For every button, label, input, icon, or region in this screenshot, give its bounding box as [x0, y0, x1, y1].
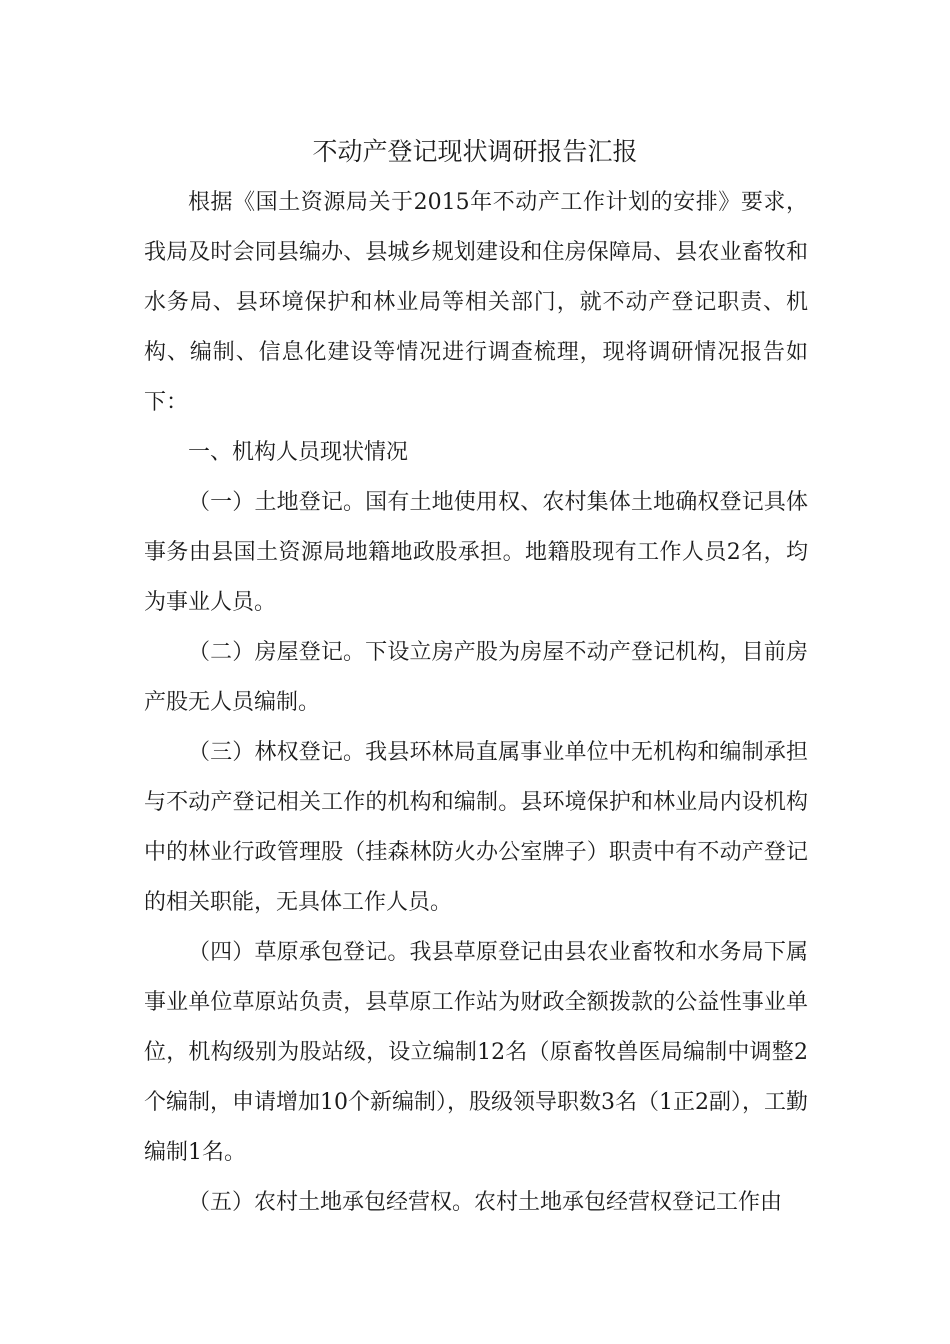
document-title: 不动产登记现状调研报告汇报 [312, 137, 638, 166]
paragraph-house-registration: （二）房屋登记。下设立房产股为房屋不动产登记机构，目前房产股无人员编制。 [144, 640, 808, 715]
document-body [144, 178, 808, 1228]
section-heading-1: 一、机构人员现状情况 [188, 440, 409, 465]
paragraph-grassland-registration: （四）草原承包登记。我县草原登记由县农业畜牧和水务局下属事业单位草原站负责，县草原工作站为财政全额拨款的公益性事业单位，机构级别为股站级，设立编制12名（原畜牧兽医局编制中调整2个编制，申请增加10个新编制），股级领导职数3名（1正2副），工勤编制1名。 [144, 940, 808, 1165]
paragraph-intro: 根据《国土资源局关于2015年不动产工作计划的安排》要求，我局及时会同县编办、县城乡规划建设和住房保障局、县农业畜牧和水务局、县环境保护和林业局等相关部门，就不动产登记职责、机构、编制、信息化建设等情况进行调查梳理，现将调研情况报告如下： [144, 190, 808, 415]
paragraph-forest-registration: （三）林权登记。我县环林局直属事业单位中无机构和编制承担与不动产登记相关工作的机构和编制。县环境保护和林业局内设机构中的林业行政管理股（挂森林防火办公室牌子）职责中有不动产登记的相关职能，无具体工作人员。 [144, 740, 808, 915]
paragraph-land-registration: （一）土地登记。国有土地使用权、农村集体土地确权登记具体事务由县国土资源局地籍地政股承担。地籍股现有工作人员2名，均为事业人员。 [144, 490, 808, 615]
paragraph-rural-land-contract: （五）农村土地承包经营权。农村土地承包经营权登记工作由 [188, 1190, 783, 1215]
